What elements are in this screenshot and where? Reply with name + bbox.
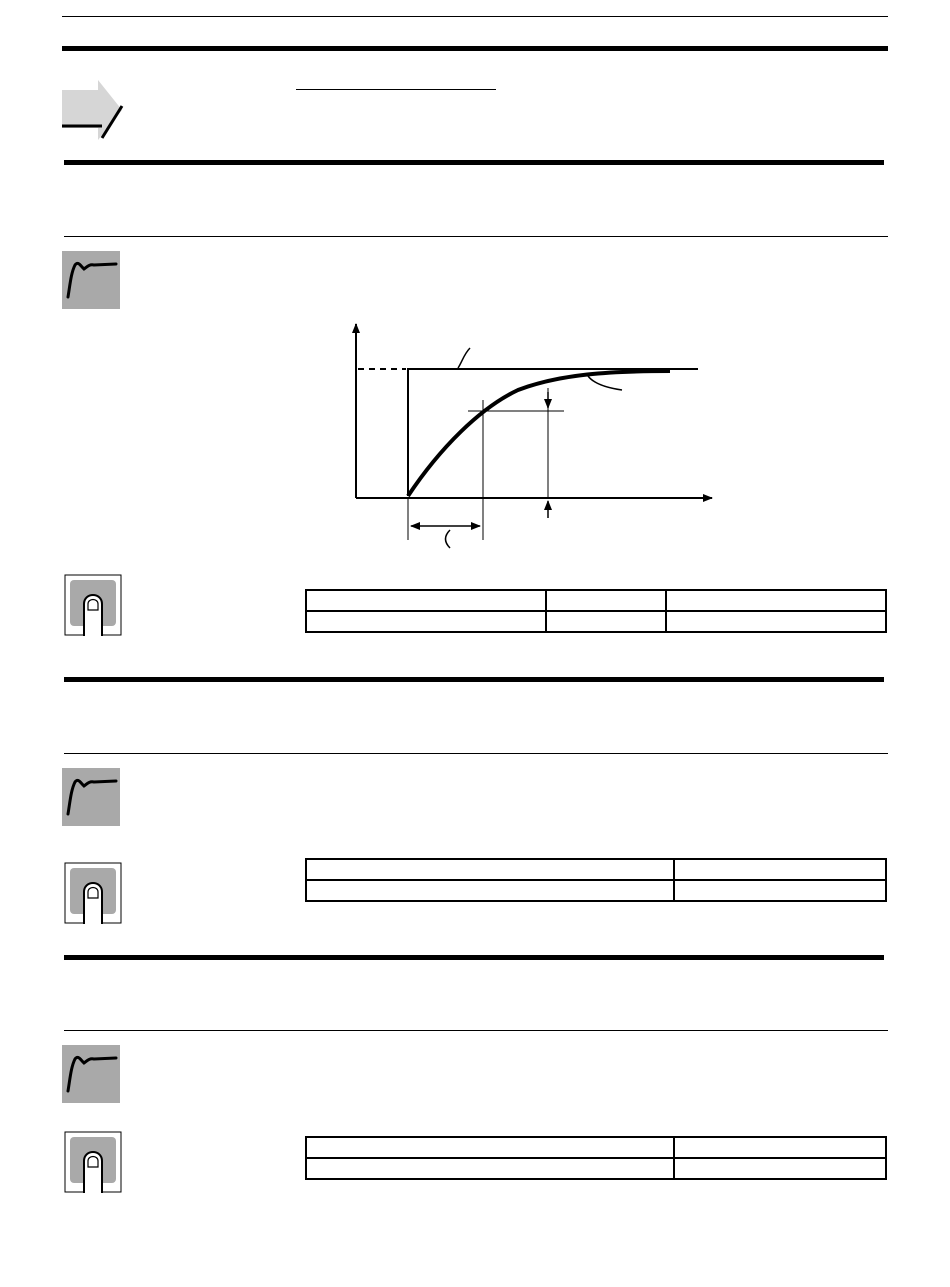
table-cell xyxy=(674,880,886,901)
graph-tile-1 xyxy=(62,251,120,309)
table-cell xyxy=(674,859,886,880)
table-cell xyxy=(666,611,886,632)
section-3-top-rule xyxy=(64,955,884,960)
table-row xyxy=(306,1158,886,1179)
trend-graph-icon xyxy=(62,768,120,826)
graph-tile-3 xyxy=(62,1045,120,1103)
section-2-title xyxy=(64,712,884,732)
table-row xyxy=(306,590,886,611)
table-row xyxy=(306,880,886,901)
section-1-sub-rule xyxy=(64,236,888,237)
table-cell xyxy=(666,590,886,611)
trend-graph-icon xyxy=(62,1045,120,1103)
button-tile-2 xyxy=(64,862,122,924)
table-cell xyxy=(306,859,674,880)
table-cell xyxy=(306,590,546,611)
param-table-2 xyxy=(305,858,887,902)
table-row xyxy=(306,611,886,632)
section-1-title xyxy=(64,195,884,215)
finger-press-icon xyxy=(64,574,122,636)
table-cell xyxy=(306,611,546,632)
table-row xyxy=(306,1137,886,1158)
table-cell xyxy=(674,1158,886,1179)
finger-press-icon xyxy=(64,862,122,924)
table-cell xyxy=(306,880,674,901)
table-cell xyxy=(546,611,666,632)
button-tile-1 xyxy=(64,574,122,636)
reference-arrow-icon xyxy=(60,78,124,142)
param-table-3 xyxy=(305,1136,887,1180)
header-top-rule xyxy=(62,16,888,17)
section-1-top-rule xyxy=(64,160,884,165)
trend-graph-icon xyxy=(62,251,120,309)
section-3-title xyxy=(64,990,884,1010)
table-row xyxy=(306,859,886,880)
table-cell xyxy=(674,1137,886,1158)
section-3-sub-rule xyxy=(64,1030,888,1031)
step-response-diagram xyxy=(340,318,720,550)
section-2-top-rule xyxy=(64,677,884,682)
section-2-sub-rule xyxy=(64,753,888,754)
table-cell xyxy=(306,1158,674,1179)
graph-tile-2 xyxy=(62,768,120,826)
table-cell xyxy=(546,590,666,611)
table-cell xyxy=(306,1137,674,1158)
reference-link-underline xyxy=(296,89,496,90)
button-tile-3 xyxy=(64,1131,122,1193)
param-table-1 xyxy=(305,589,887,633)
finger-press-icon xyxy=(64,1131,122,1193)
reference-link[interactable] xyxy=(296,72,496,88)
header-bottom-rule xyxy=(62,46,888,51)
